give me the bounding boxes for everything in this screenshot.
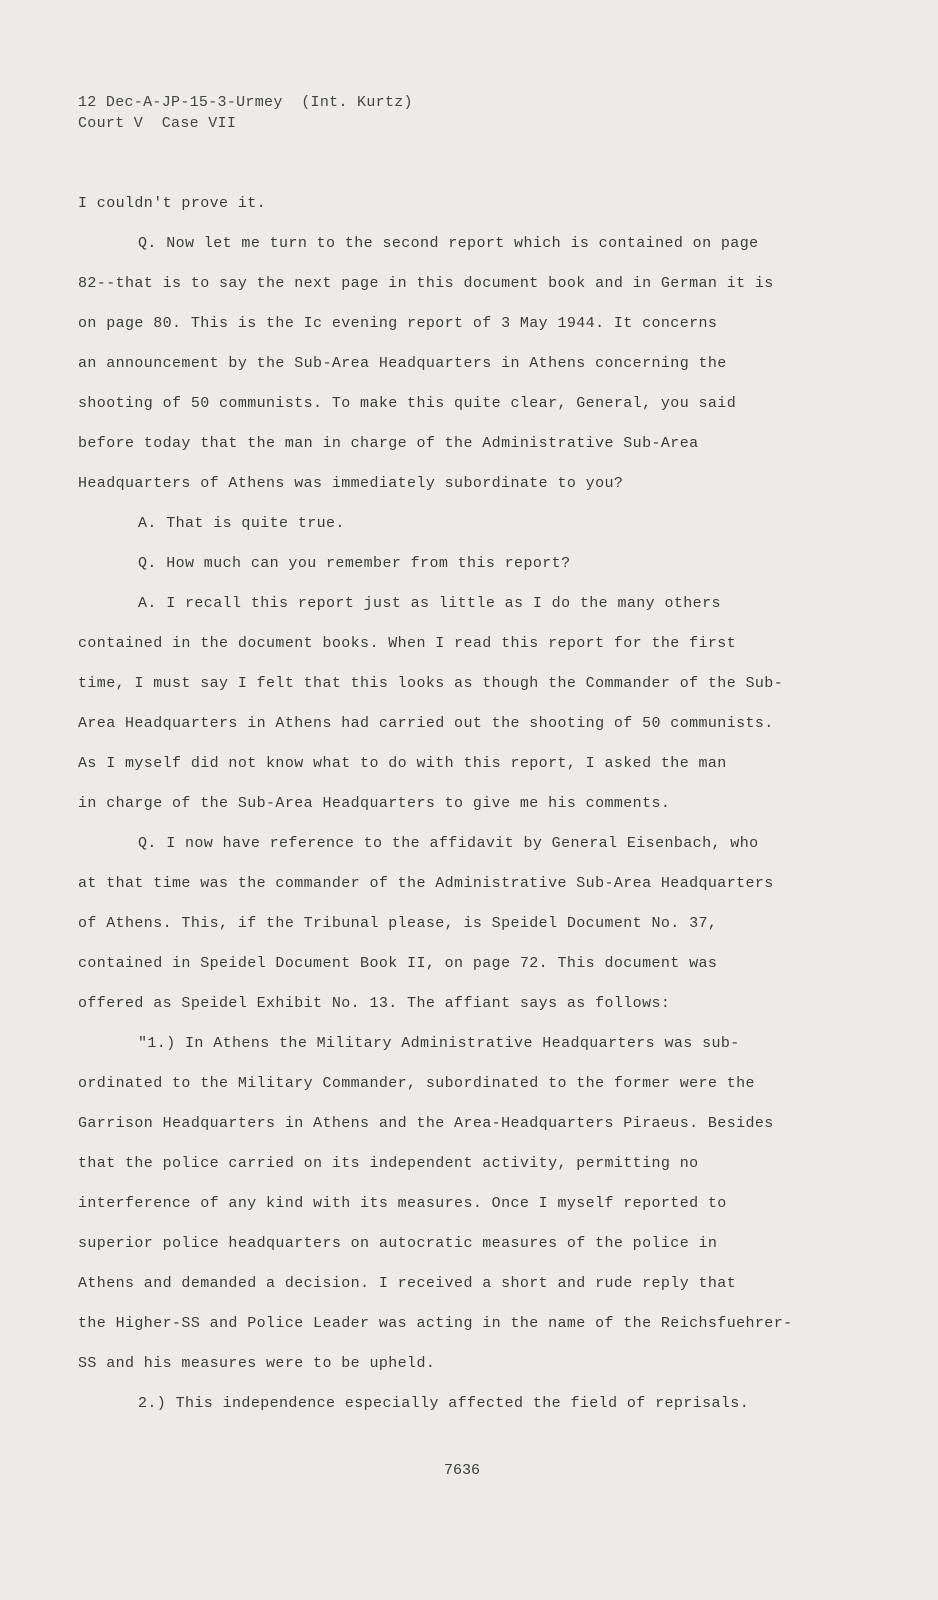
transcript-line: SS and his measures were to be upheld.	[78, 1355, 436, 1372]
header-case-reference: 12 Dec-A-JP-15-3-Urmey (Int. Kurtz)	[78, 94, 413, 111]
transcript-line: interference of any kind with its measures. Once I myself reported to	[78, 1195, 727, 1212]
transcript-line: A. That is quite true.	[138, 515, 345, 532]
transcript-line: in charge of the Sub-Area Headquarters to give me his comments.	[78, 795, 671, 812]
transcript-line: 2.) This independence especially affected the field of reprisals.	[138, 1395, 750, 1412]
transcript-line: the Higher-SS and Police Leader was acting in the name of the Reichsfuehrer-	[78, 1315, 793, 1332]
transcript-line: at that time was the commander of the Administrative Sub-Area Headquarters	[78, 875, 774, 892]
page-number: 7636	[444, 1462, 481, 1479]
transcript-line: superior police headquarters on autocratic measures of the police in	[78, 1235, 718, 1252]
transcript-line: Garrison Headquarters in Athens and the Area-Headquarters Piraeus. Besides	[78, 1115, 774, 1132]
transcript-line: Q. How much can you remember from this report?	[138, 555, 571, 572]
header-court-case: Court V Case VII	[78, 115, 237, 132]
transcript-line: time, I must say I felt that this looks as though the Commander of the Sub-	[78, 675, 784, 692]
transcript-line: I couldn't prove it.	[78, 195, 267, 212]
transcript-line: of Athens. This, if the Tribunal please, is Speidel Document No. 37,	[78, 915, 718, 932]
transcript-line: Q. Now let me turn to the second report which is contained on page	[138, 235, 759, 252]
transcript-line: shooting of 50 communists. To make this quite clear, General, you said	[78, 395, 737, 412]
transcript-line: that the police carried on its independent activity, permitting no	[78, 1155, 699, 1172]
transcript-line: "1.) In Athens the Military Administrative Headquarters was sub-	[138, 1035, 740, 1052]
transcript-line: Q. I now have reference to the affidavit by General Eisenbach, who	[138, 835, 759, 852]
transcript-line: on page 80. This is the Ic evening report of 3 May 1944. It concerns	[78, 315, 718, 332]
transcript-line: Headquarters of Athens was immediately subordinate to you?	[78, 475, 624, 492]
transcript-line: ordinated to the Military Commander, subordinated to the former were the	[78, 1075, 755, 1092]
transcript-line: 82--that is to say the next page in this document book and in German it is	[78, 275, 774, 292]
transcript-line: Athens and demanded a decision. I received a short and rude reply that	[78, 1275, 737, 1292]
transcript-line: an announcement by the Sub-Area Headquarters in Athens concerning the	[78, 355, 727, 372]
transcript-line: contained in Speidel Document Book II, on page 72. This document was	[78, 955, 718, 972]
transcript-line: offered as Speidel Exhibit No. 13. The affiant says as follows:	[78, 995, 671, 1012]
transcript-line: As I myself did not know what to do with this report, I asked the man	[78, 755, 727, 772]
transcript-line: contained in the document books. When I read this report for the first	[78, 635, 737, 652]
document-header	[78, 92, 413, 134]
transcript-line: before today that the man in charge of the Administrative Sub-Area	[78, 435, 699, 452]
transcript-line: A. I recall this report just as little as I do the many others	[138, 595, 721, 612]
transcript-line: Area Headquarters in Athens had carried out the shooting of 50 communists.	[78, 715, 774, 732]
